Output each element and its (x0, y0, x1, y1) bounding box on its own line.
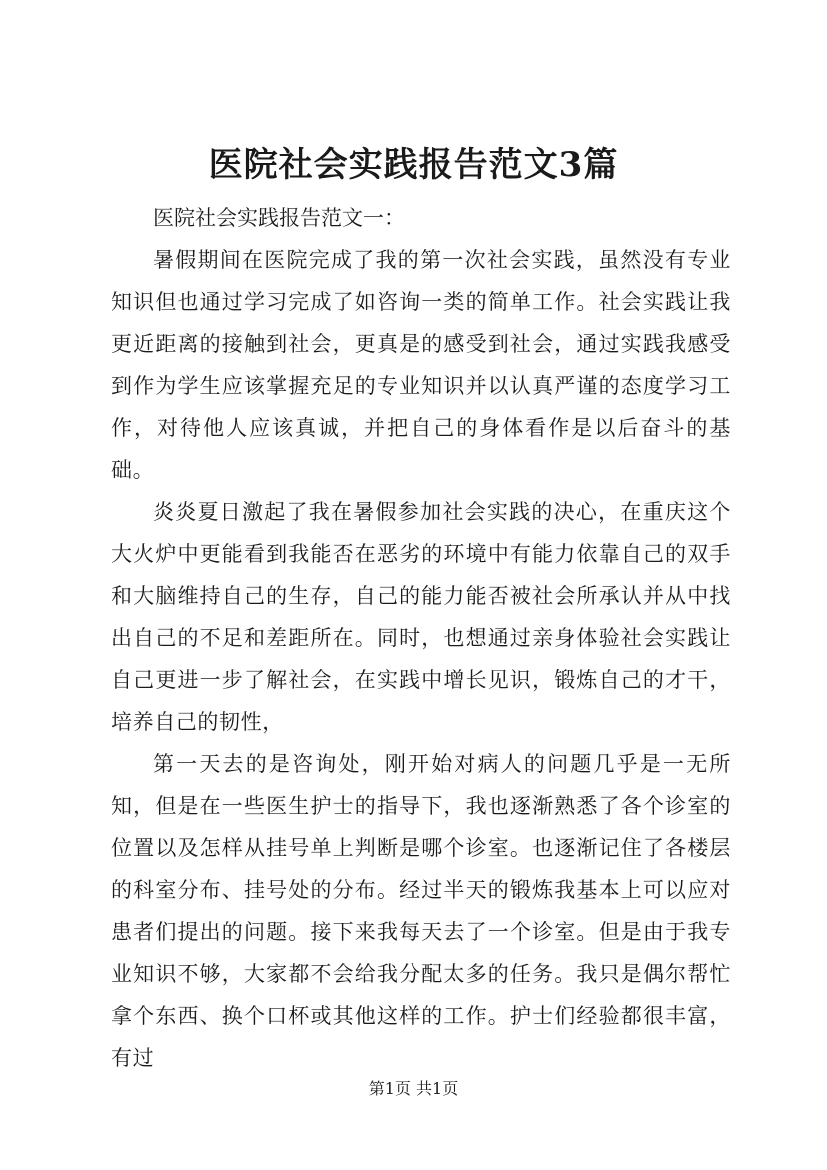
section-subtitle: 医院社会实践报告范文一： (153, 206, 405, 230)
document-body (111, 197, 731, 1079)
paragraph-3: 第一天去的是咨询处，刚开始对病人的问题几乎是一无所知，但是在一些医生护士的指导下，我也逐渐熟悉了各个诊室的位置以及怎样从挂号单上判断是哪个诊室。也逐渐记住了各楼层的科室分布、挂号处的分布。经过半天的锻炼我基本上可以应对患者们提出的问题。接下来我每天去了一个诊室。但是由于我专业知识不够，大家都不会给我分配太多的任务。我只是偶尔帮忙拿个东西、换个口杯或其他这样的工作。护士们经验都很丰富，有过 (111, 752, 731, 1070)
document-title: 医院社会实践报告范文3篇 (208, 145, 619, 185)
page-number-footer: 第1页 共1页 (368, 1079, 459, 1098)
paragraph-2: 炎炎夏日激起了我在暑假参加社会实践的决心，在重庆这个大火炉中更能看到我能否在恶劣的环境中有能力依靠自己的双手和大脑维持自己的生存，自己的能力能否被社会所承认并从中找出自己的不足和差距所在。同时，也想通过亲身体验社会实践让自己更进一步了解社会，在实践中增长见识，锻炼自己的才干，培养自己的韧性， (111, 500, 731, 734)
paragraph-1: 暑假期间在医院完成了我的第一次社会实践，虽然没有专业知识但也通过学习完成了如咨询一类的简单工作。社会实践让我更近距离的接触到社会，更真是的感受到社会，通过实践我感受到作为学生应该掌握充足的专业知识并以认真严谨的态度学习工作，对待他人应该真诚，并把自己的身体看作是以后奋斗的基础。 (111, 248, 731, 482)
